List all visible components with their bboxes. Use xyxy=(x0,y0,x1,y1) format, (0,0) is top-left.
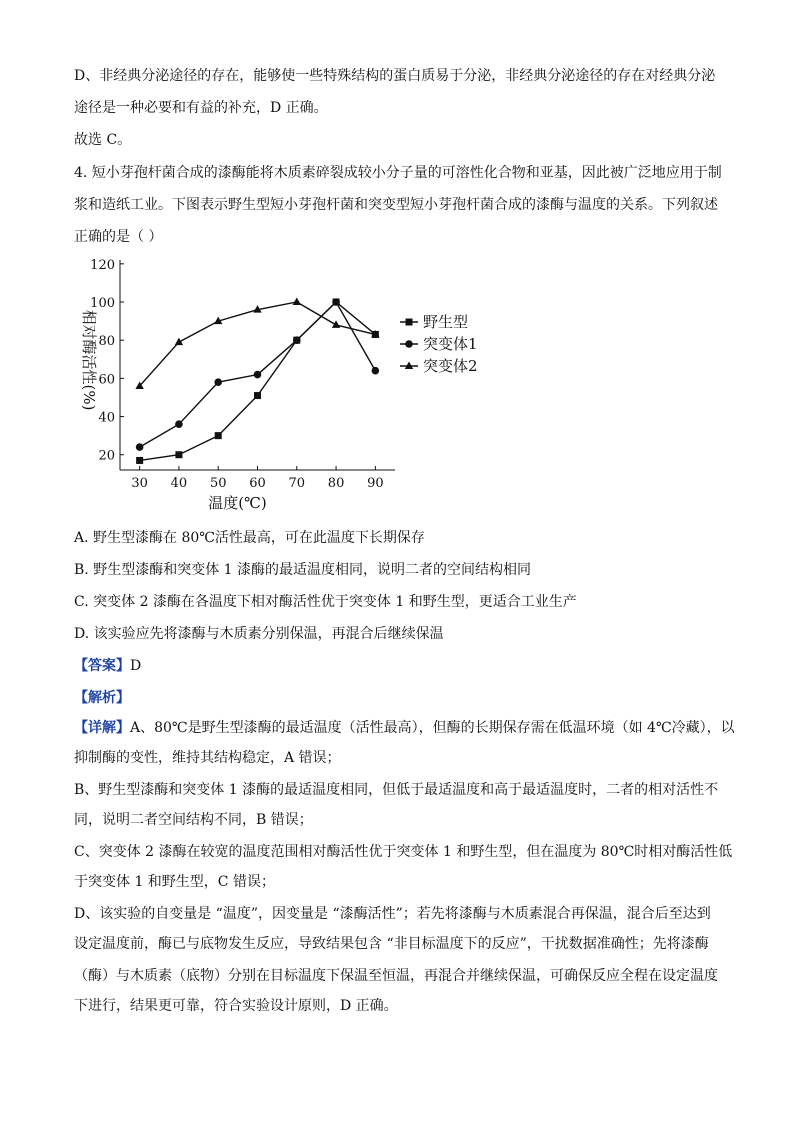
x-tick-label: 90 xyxy=(367,476,384,491)
option-b: B. 野生型漆酶和突变体 1 漆酶的最适温度相同，说明二者的空间结构相同 xyxy=(74,562,531,578)
question-stem: 正确的是（ ） xyxy=(74,229,163,245)
y-tick-label: 20 xyxy=(98,448,115,464)
data-point-circle xyxy=(175,420,183,428)
explanation-line: 于突变体 1 和野生型，C 错误； xyxy=(74,874,275,890)
data-point-triangle xyxy=(175,338,183,346)
y-tick-label: 60 xyxy=(98,372,115,388)
explanation-line xyxy=(74,718,735,738)
explanation-line: D、该实验的自变量是 “温度”，因变量是 “漆酶活性”；若先将漆酶与木质素混合再保温，混合后至达到 xyxy=(74,906,711,922)
explanation-text: A、80℃是野生型漆酶的最适温度（活性最高），但酶的长期保存需在低温环境（如 4℃冷藏），以 xyxy=(130,720,735,736)
data-point-square xyxy=(175,451,182,458)
data-point-triangle xyxy=(293,298,301,306)
x-axis-label: 温度(℃) xyxy=(208,494,267,512)
legend-marker-circle xyxy=(405,340,413,348)
x-tick-label: 80 xyxy=(327,476,345,491)
explanation-line: C、突变体 2 漆酶在较宽的温度范围相对酶活性优于突变体 1 和野生型，但在温度为 80℃时相对酶活性低 xyxy=(74,844,733,860)
x-tick-label: 60 xyxy=(249,476,266,491)
chart-svg xyxy=(70,255,490,515)
x-tick-label: 30 xyxy=(131,476,148,491)
explanation-line: 抑制酶的变性，维持其结构稳定，A 错误； xyxy=(74,750,341,766)
analysis-line xyxy=(74,688,130,708)
x-tick-label: 70 xyxy=(288,476,306,491)
y-axis-label: 相对酶活性(%) xyxy=(80,309,98,411)
option-d: D. 该实验应先将漆酶与木质素分别保温，再混合后继续保温 xyxy=(74,626,444,642)
analysis-label: 【解析】 xyxy=(74,690,130,706)
y-tick-label: 80 xyxy=(98,334,115,350)
text-line: 途径是一种必要和有益的补充，D 正确。 xyxy=(74,100,328,116)
explanation-line: B、野生型漆酶和突变体 1 漆酶的最适温度相同，但低于最适温度和高于最适温度时，二者的相对活性不 xyxy=(74,782,719,798)
data-point-circle xyxy=(293,336,301,344)
data-point-square xyxy=(215,432,222,439)
y-tick-label: 40 xyxy=(98,410,115,426)
question-stem: 浆和造纸工业。下图表示野生型短小芽孢杆菌和突变型短小芽孢杆菌合成的漆酶与温度的关系。下列叙述 xyxy=(74,197,718,213)
data-point-triangle xyxy=(332,320,340,328)
data-point-circle xyxy=(136,443,144,451)
answer-label: 【答案】 xyxy=(74,658,130,674)
legend-marker-triangle xyxy=(405,362,413,370)
y-tick-label: 120 xyxy=(90,257,115,273)
answer-line xyxy=(74,656,141,676)
question-stem: 4. 短小芽孢杆菌合成的漆酶能将木质素碎裂成较小分子量的可溶性化合物和亚基，因此被广泛地应用于制 xyxy=(74,165,722,181)
y-tick-label: 100 xyxy=(90,296,115,311)
text-line: 故选 C。 xyxy=(74,132,132,148)
legend-label: 突变体1 xyxy=(423,335,478,353)
data-point-circle xyxy=(372,367,380,375)
data-point-circle xyxy=(254,371,262,379)
explanation-line: 设定温度前，酶已与底物发生反应，导致结果包含 “非目标温度下的反应”，干扰数据准确性；先将漆酶 xyxy=(74,936,709,952)
explanation-label: 【详解】 xyxy=(74,720,130,736)
data-point-square xyxy=(136,457,143,464)
legend-marker-square xyxy=(406,319,413,326)
text-line: D、非经典分泌途径的存在，能够使一些特殊结构的蛋白质易于分泌，非经典分泌途径的存在对经典分泌 xyxy=(74,68,716,84)
enzyme-activity-chart xyxy=(70,255,490,515)
data-point-circle xyxy=(332,298,340,306)
explanation-line: （酶）与木质素（底物）分别在目标温度下保温至恒温，再混合并继续保温，可确保反应全程在设定温度 xyxy=(74,968,718,984)
legend-label: 野生型 xyxy=(423,313,469,331)
option-a: A. 野生型漆酶在 80℃活性最高，可在此温度下长期保存 xyxy=(74,530,425,546)
option-c: C. 突变体 2 漆酶在各温度下相对酶活性优于突变体 1 和野生型，更适合工业生产 xyxy=(74,594,577,610)
x-tick-label: 40 xyxy=(170,476,188,491)
data-point-square xyxy=(254,392,261,399)
explanation-line: 下进行，结果更可靠，符合实验设计原则，D 正确。 xyxy=(74,998,398,1014)
explanation-line: 同，说明二者空间结构不同，B 错误； xyxy=(74,812,313,828)
data-point-circle xyxy=(214,378,222,386)
legend-label: 突变体2 xyxy=(423,357,478,375)
answer-value: D xyxy=(130,658,142,674)
x-tick-label: 50 xyxy=(209,476,227,491)
